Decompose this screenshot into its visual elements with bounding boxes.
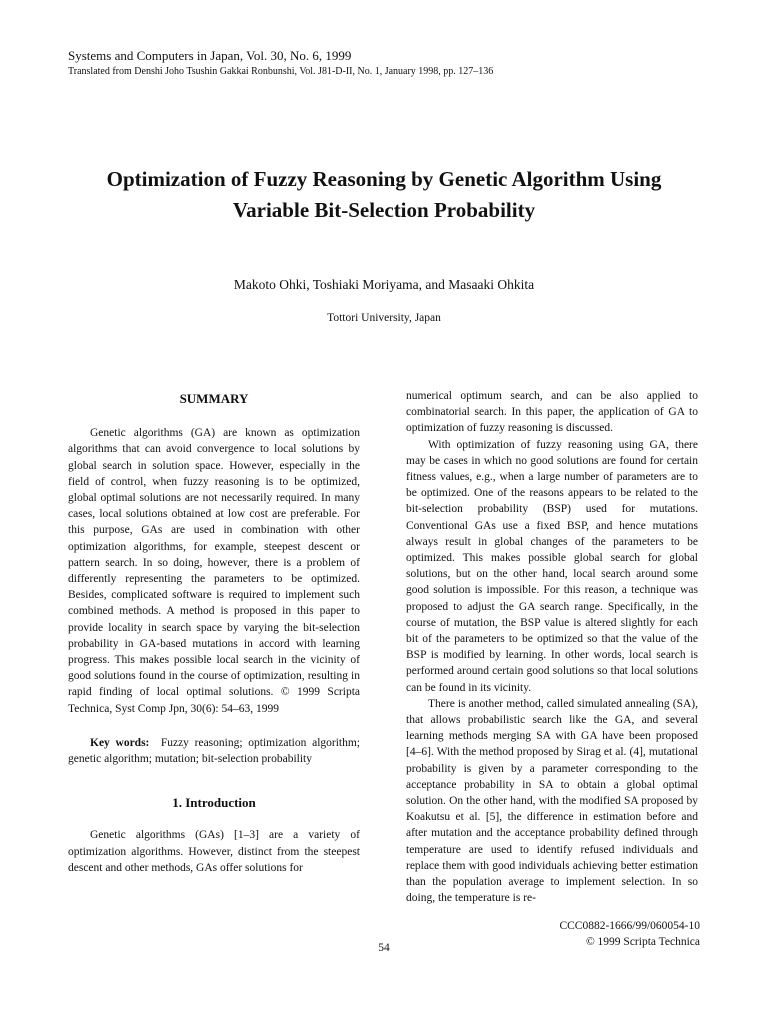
summary-text: Genetic algorithms (GA) are known as optimization algorithms that can avoid convergence to local solutions by global search in solution space. However, especially in the field of control, when fuzzy reasoning is to be optimized, global optimal solutions are not necessarily required. In many cases, local solutions obtained at low cost are preferable. For this purpose, GAs are used in combination with other optimization algorithms, for example, steepest descent or pattern search. In so doing, however, there is a problem of differently representing the parameters to be optimized. Besides, complicated software is required to implement such combined methods. A method is proposed in this paper to provide locality in search space by varying the bit-selection probability in GA-based mutations in accord with learning progress. This makes possible local search in the vicinity of good solutions found in the course of optimization, resulting in rapid finding of local optimal solutions. © 1999 Scripta Technica, Syst Comp Jpn, 30(6): 54–63, 1999 bbox=[68, 427, 360, 715]
journal-citation: Systems and Computers in Japan, Vol. 30, No. 6, 1999 bbox=[68, 48, 352, 63]
intro-paragraph-2: With optimization of fuzzy reasoning using GA, there may be cases in which no good solutions are found for certain fitness values, e.g., when a large number of parameters are to be optimized. One of the reasons appears to be related to the bit-selection probability (BSP) used for mutations. Conventional GAs use a fixed BSP, and hence mutations always result in global changes of the parameters to be optimized. This makes possible global search for global solutions, but on the other hand, local search around some good solution is impossible. For this reason, a technique was proposed to adjust the GA search range. Specifically, in the course of mutation, the BSP value is altered slightly for each bit of the parameters to be optimized so that the value of the BSP is modified by learning. In other words, local search is performed around certain good solutions so that local solutions can be found in its vicinity. bbox=[406, 438, 698, 694]
affiliation: Tottori University, Japan bbox=[327, 312, 441, 324]
keywords bbox=[68, 735, 360, 767]
keywords-text: Fuzzy reasoning; optimization algorithm; genetic algorithm; mutation; bit-selection probability bbox=[68, 736, 360, 766]
intro-paragraph-1-continued: numerical optimum search, and can be also applied to combinatorial search. In this paper, the application of GA to optimization of fuzzy reasoning is discussed. bbox=[406, 390, 698, 435]
intro-paragraph-1: Genetic algorithms (GAs) [1–3] are a variety of optimization algorithms. However, distinct from the steepest descent and other methods, GAs offer solutions for bbox=[68, 829, 360, 874]
ccc-code: CCC0882-1666/99/060054-10 bbox=[559, 920, 700, 932]
keywords-label: Key words: bbox=[90, 736, 150, 749]
title-line-1: Optimization of Fuzzy Reasoning by Genetic Algorithm Using bbox=[106, 167, 662, 191]
copyright-notice: © 1999 Scripta Technica bbox=[585, 936, 700, 948]
right-column bbox=[406, 388, 698, 907]
page-number: 54 bbox=[378, 942, 390, 954]
title-line-2: Variable Bit-Selection Probability bbox=[232, 198, 536, 222]
authors: Makoto Ohki, Toshiaki Moriyama, and Masaaki Ohkita bbox=[233, 277, 535, 292]
paper-title bbox=[40, 164, 728, 226]
introduction-heading: 1. Introduction bbox=[172, 795, 256, 811]
left-column bbox=[68, 387, 360, 876]
summary-heading: SUMMARY bbox=[179, 391, 249, 406]
translation-note: Translated from Denshi Joho Tsushin Gakkai Ronbunshi, Vol. J81-D-II, No. 1, January 1998, pp. 127–136 bbox=[68, 66, 494, 77]
intro-paragraph-3: There is another method, called simulated annealing (SA), that allows probabilistic search like the GA, and several learning methods merging SA with GA have been proposed [4–6]. With the method proposed by Sirag et al. (4], mutational probability is given by a parameter corresponding to the acceptance probability in SA to obtain a global optimal solution. On the other hand, with the modified SA proposed by Koakutsu et al. [5], the difference in estimation before and after mutation and the acceptance probability defined through temperature are used to identify refused individuals and replace them with good individuals achieving better estimation than the population average to implement selection. In so doing, the temperature is re- bbox=[406, 697, 698, 905]
